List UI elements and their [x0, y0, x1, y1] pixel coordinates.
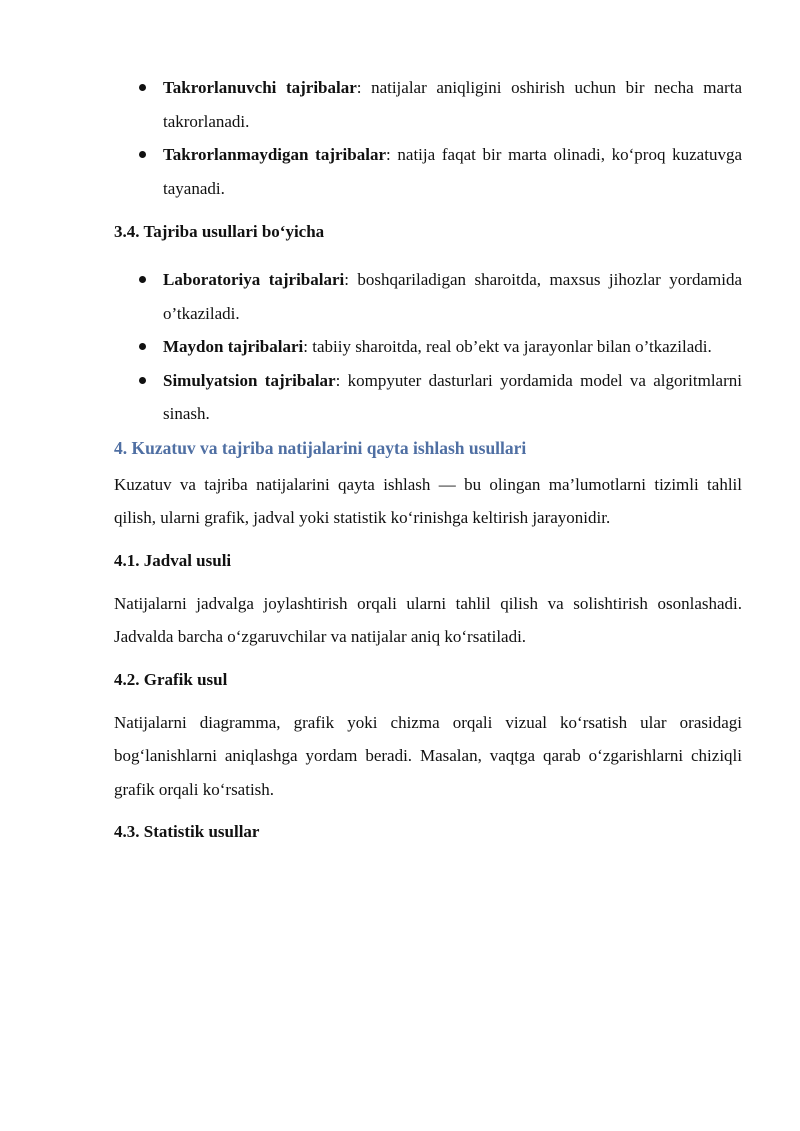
- list-item-text: : kompyuter dasturlari yordamida model va algoritmlarni sinash.: [163, 370, 742, 423]
- bullet-dot: [139, 151, 146, 158]
- list-item: [114, 138, 742, 205]
- list-item-text: : natijalar aniqligini oshirish uchun bir necha marta takrorlanadi.: [163, 78, 742, 131]
- experiment-repeat-list: [114, 71, 742, 205]
- list-item: [114, 71, 742, 138]
- heading-4-3: 4.3. Statistik usullar: [114, 822, 260, 841]
- list-item-text: : natija faqat bir marta olinadi, ko‘proq kuzatuvga tayanadi.: [163, 145, 742, 198]
- bullet-dot: [139, 343, 146, 350]
- list-item-text: : tabiiy sharoitda, real ob’ekt va jarayonlar bilan o’tkaziladi.: [303, 337, 712, 356]
- bullet-dot: [139, 84, 146, 91]
- list-item-term: Maydon tajribalari: [163, 337, 304, 356]
- heading-3-4: 3.4. Tajriba usullari bo‘yicha: [114, 222, 325, 241]
- list-item-term: Takrorlanuvchi tajribalar: [163, 78, 357, 97]
- experiment-method-list: [114, 263, 742, 431]
- section-4-1-body: Natijalarni jadvalga joylashtirish orqali ularni tahlil qilish va solishtirish osonlashadi. Jadvalda barcha o‘zgaruvchilar va natijalar aniq ko‘rsatiladi.: [114, 593, 742, 646]
- bullet-dot: [139, 276, 146, 283]
- heading-4: 4. Kuzatuv va tajriba natijalarini qayta ishlash usullari: [114, 437, 527, 458]
- page-content: [114, 71, 742, 844]
- section-4-2-body: Natijalarni diagramma, grafik yoki chizma orqali vizual ko‘rsatish ular orasidagi bog‘lanishlarni aniqlashga yordam beradi. Masalan, vaqtga qarab o‘zgarishlarni chiziqli grafik orqali ko‘rsatish.: [114, 712, 742, 799]
- list-item: [114, 330, 742, 364]
- list-item-text: : boshqariladigan sharoitda, maxsus jihozlar yordamida o’tkaziladi.: [163, 270, 742, 323]
- list-item: [114, 364, 742, 431]
- list-item-term: Takrorlanmaydigan tajribalar: [163, 145, 386, 164]
- bullet-dot: [139, 377, 146, 384]
- list-item-term: Laboratoriya tajribalari: [163, 270, 345, 289]
- heading-4-1: 4.1. Jadval usuli: [114, 550, 232, 570]
- list-item: [114, 263, 742, 330]
- heading-4-2: 4.2. Grafik usul: [114, 669, 228, 689]
- list-item-term: Simulyatsion tajribalar: [163, 370, 336, 390]
- section-4-intro: Kuzatuv va tajriba natijalarini qayta ishlash — bu olingan ma’lumotlarni tizimli tahlil qilish, ularni grafik, jadval yoki statistik ko‘rinishga keltirish jarayonidir.: [114, 474, 742, 527]
